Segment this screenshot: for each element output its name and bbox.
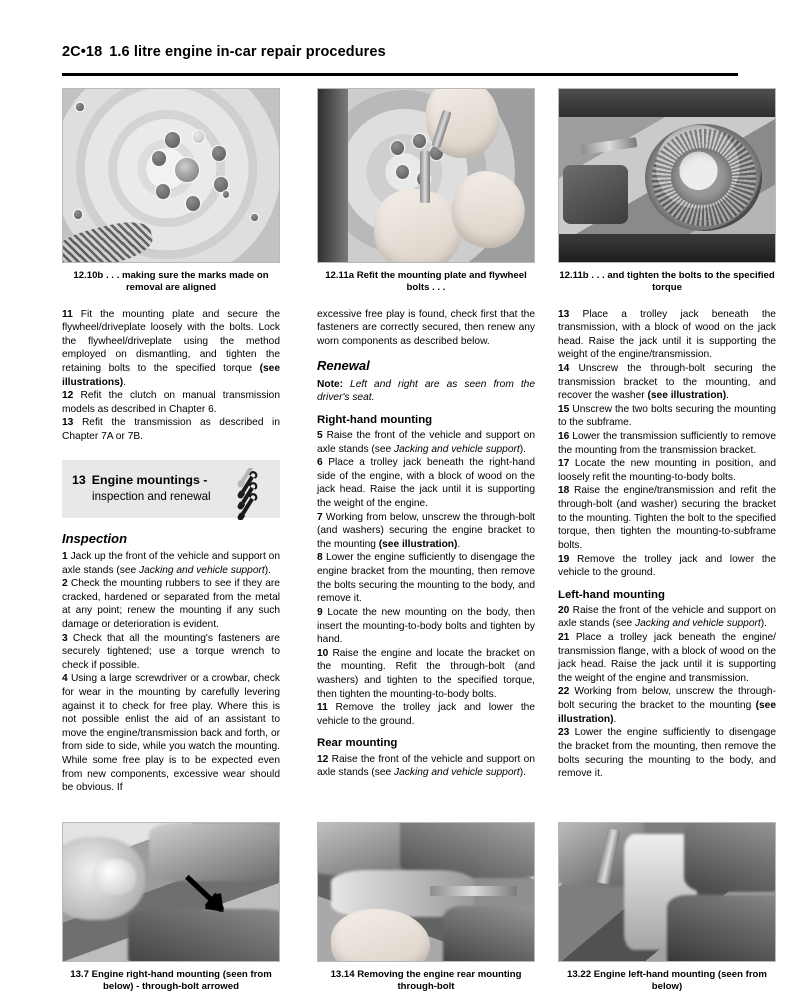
step-number: 14 bbox=[558, 362, 570, 374]
step-21 bbox=[558, 631, 776, 685]
heading-left-hand-mounting: Left-hand mounting bbox=[558, 588, 665, 601]
figure-caption-text: Engine right-hand mounting (seen from below) - through-bolt arrowed bbox=[91, 969, 272, 993]
step-tail: . bbox=[123, 376, 126, 388]
cross-reference: Jacking and vehicle support bbox=[635, 618, 761, 630]
photo-engine-right-hand-mounting bbox=[62, 822, 280, 962]
step-number: 16 bbox=[558, 431, 570, 443]
inspection-step-1 bbox=[62, 550, 280, 577]
figure-12-10b bbox=[62, 88, 280, 295]
step-text: Working from below, unscrew the through-bolt (and washers) securing the engine bracket to the mounting bbox=[317, 511, 535, 550]
cross-reference: Jacking and vehicle support bbox=[394, 767, 520, 779]
step-tail: ). bbox=[264, 564, 271, 576]
column-one-body bbox=[62, 308, 280, 444]
step-text: Raise the front of the vehicle and support on axle stands (see bbox=[317, 429, 535, 455]
inspection-step-2 bbox=[62, 577, 280, 631]
section-heading-engine-mountings bbox=[62, 460, 280, 518]
section-title: Engine mountings - bbox=[91, 472, 208, 487]
step-text: Check the mounting rubbers to see if they are cracked, hardened or separated from the metal at any point; renew the mounting if any such damage or deterioration is evident. bbox=[62, 578, 280, 630]
step-5 bbox=[317, 429, 535, 456]
figure-number: 13.14 bbox=[330, 969, 355, 980]
caption-13-22 bbox=[558, 969, 776, 994]
step-illustration-ref: (see illustration) bbox=[558, 700, 776, 725]
step-6 bbox=[317, 456, 535, 510]
step-text: Lower the transmission sufficiently to remove the mounting from the transmission bracket. bbox=[558, 431, 776, 456]
step-number: 23 bbox=[558, 727, 570, 739]
step-18 bbox=[558, 484, 776, 552]
caption-12-11a bbox=[317, 270, 535, 295]
caption-13-14 bbox=[317, 969, 535, 994]
caption-12-11b bbox=[558, 270, 776, 295]
note-text: Left and right are as seen from the driver's seat. bbox=[317, 378, 535, 404]
step-number: 21 bbox=[558, 632, 570, 644]
rear-mounting-body bbox=[317, 753, 535, 780]
step-text: Place a trolley jack beneath the transmission, with a block of wood on the jack head. Raise the jack until it is supporting the weight of the engine/transmission. bbox=[558, 308, 776, 361]
step-22 bbox=[558, 685, 776, 726]
step-illustration-ref: (see illustrations) bbox=[62, 362, 280, 388]
step-number: 3 bbox=[62, 632, 68, 644]
continuation-paragraph: excessive free play is found, check first that the fasteners are correctly secured, then renew any worn components as described below. bbox=[317, 308, 535, 347]
step-text: Remove the trolley jack and lower the vehicle to the ground. bbox=[558, 553, 776, 579]
page-reference: 2C•18 bbox=[62, 44, 103, 60]
figure-13-14 bbox=[317, 822, 535, 994]
step-text: Refit the transmission as described in Chapter 7A or 7B. bbox=[62, 417, 280, 443]
photo-engine-left-hand-mounting bbox=[558, 822, 776, 962]
photo-removing-rear-mounting-through-bolt bbox=[317, 822, 535, 962]
figure-13-7 bbox=[62, 822, 280, 994]
step-number: 18 bbox=[558, 485, 570, 497]
step-14 bbox=[558, 362, 776, 403]
step-tail: ). bbox=[519, 443, 526, 455]
step-text: Raise the front of the vehicle and support on axle stands (see bbox=[558, 604, 776, 630]
step-9 bbox=[317, 606, 535, 647]
step-number: 4 bbox=[62, 673, 68, 685]
step-number: 8 bbox=[317, 552, 323, 564]
section-subtitle: inspection and renewal bbox=[92, 489, 211, 503]
step-number: 2 bbox=[62, 578, 68, 590]
step-text: Fit the mounting plate and secure the flywheel/driveplate loosely with the bolts. Lock the flywheel/driveplate using the method employed on dismantling, and tighten the retaining bolts to the specified torque bbox=[62, 308, 280, 374]
step-illustration-ref: (see illustration) bbox=[647, 390, 727, 402]
step-15 bbox=[558, 403, 776, 430]
page-header bbox=[62, 44, 738, 60]
step-number: 12 bbox=[62, 390, 74, 402]
step-text: Check that all the mounting's fasteners are securely tightened; use a torque wrench to check if possible. bbox=[62, 632, 280, 671]
page-title: 1.6 litre engine in-car repair procedures bbox=[109, 44, 386, 60]
note-paragraph bbox=[317, 378, 535, 405]
column-two-body bbox=[317, 308, 535, 349]
step-number: 7 bbox=[317, 511, 323, 523]
step-text: Remove the trolley jack and lower the vehicle to the ground. bbox=[317, 702, 535, 727]
step-number: 19 bbox=[558, 553, 570, 565]
figure-number: 12.10b bbox=[73, 270, 104, 281]
photo-refit-mounting-plate bbox=[317, 88, 535, 263]
step-number: 1 bbox=[62, 550, 68, 562]
through-bolt-arrow-icon bbox=[175, 875, 248, 919]
column-three bbox=[558, 88, 776, 781]
left-hand-mounting-body bbox=[558, 604, 776, 781]
figure-caption-text: Removing the engine rear mounting through-bolt bbox=[357, 969, 522, 993]
step-tail: ). bbox=[760, 618, 767, 630]
step-tail: . bbox=[726, 390, 729, 402]
step-11-c2 bbox=[317, 701, 535, 728]
step-10 bbox=[317, 647, 535, 701]
heading-renewal: Renewal bbox=[317, 358, 370, 374]
column-two bbox=[317, 88, 535, 780]
step-text: Using a large screwdriver or a crowbar, check for wear in the mounting by carefully levering against it to check for free play. Where this is not possible enlist the aid of an assistant to move the engine/transmission back and forth, or from side to side, while you watch the mounting. While some free play is to be expected even from new components, excessive wear should be obvious. If bbox=[62, 673, 280, 794]
figure-number: 13.22 bbox=[567, 969, 592, 980]
step-text: Jack up the front of the vehicle and support on axle stands (see bbox=[62, 550, 280, 576]
step-13-c3 bbox=[558, 308, 776, 362]
step-17 bbox=[558, 457, 776, 484]
step-12 bbox=[62, 389, 280, 416]
step-text: Unscrew the through-bolt securing the transmission bracket to the mounting, and recover the washer bbox=[558, 362, 776, 402]
step-text: Raise the engine/transmission and refit the through-bolt (and washer) securing the bracket to the mounting. Tighten the bolt to the specified torque, then tighten the mounting-to-subframe bolts. bbox=[558, 485, 776, 551]
heading-rear-mounting: Rear mounting bbox=[317, 737, 398, 750]
step-text: Raise the engine and locate the bracket on the mounting. Refit the through-bolt (and washers) and tighten to the specified torque, then tighten the mounting-to-body bolts. bbox=[317, 647, 535, 700]
header-divider-rule bbox=[62, 73, 738, 76]
figure-caption-text: Refit the mounting plate and flywheel bolts . . . bbox=[356, 270, 527, 294]
step-text: Locate the new mounting on the body, then insert the mounting-to-body bolts and tighten by hand. bbox=[317, 606, 535, 646]
caption-13-7 bbox=[62, 969, 280, 994]
step-13 bbox=[62, 416, 280, 443]
step-number: 11 bbox=[317, 702, 328, 714]
inspection-step-3 bbox=[62, 632, 280, 673]
step-text: Locate the new mounting in position, and loosely refit the mounting-to-body bolts. bbox=[558, 458, 776, 483]
heading-right-hand-mounting: Right-hand mounting bbox=[317, 413, 433, 426]
inspection-body bbox=[62, 550, 280, 795]
spanner-rating-icon bbox=[230, 468, 274, 520]
note-label: Note: bbox=[317, 378, 344, 390]
step-number: 22 bbox=[558, 686, 570, 698]
step-number: 9 bbox=[317, 606, 323, 618]
figure-caption-text: Engine left-hand mounting (seen from below) bbox=[593, 969, 767, 993]
photo-flywheel-alignment-marks bbox=[62, 88, 280, 263]
column-one bbox=[62, 88, 280, 795]
step-tail: ). bbox=[519, 767, 526, 779]
step-23 bbox=[558, 726, 776, 780]
figure-number: 13.7 bbox=[70, 969, 89, 980]
right-hand-mounting-body bbox=[317, 429, 535, 728]
step-number: 12 bbox=[317, 753, 329, 765]
figure-number: 12.11b bbox=[559, 270, 589, 281]
step-20 bbox=[558, 604, 776, 631]
step-tail: . bbox=[613, 713, 617, 725]
step-number: 13 bbox=[558, 308, 570, 320]
heading-inspection: Inspection bbox=[62, 530, 128, 546]
inspection-step-4 bbox=[62, 672, 280, 794]
column-three-body bbox=[558, 308, 776, 580]
figure-number: 12.11a bbox=[325, 270, 355, 281]
step-number: 13 bbox=[62, 417, 74, 429]
step-8 bbox=[317, 551, 535, 605]
step-number: 6 bbox=[317, 457, 323, 469]
photo-tighten-bolts-torque bbox=[558, 88, 776, 263]
step-19 bbox=[558, 553, 776, 580]
cross-reference: Jacking and vehicle support bbox=[139, 564, 265, 576]
figure-12-11b bbox=[558, 88, 776, 295]
step-11 bbox=[62, 308, 280, 390]
step-text: Lower the engine sufficiently to disengage the engine bracket from the mounting, then remove the bolts securing the mounting to the body, and remove it. bbox=[317, 552, 535, 605]
step-text: Refit the clutch on manual transmission models as described in Chapter 6. bbox=[62, 390, 280, 415]
step-7 bbox=[317, 511, 535, 552]
renewal-note bbox=[317, 378, 535, 405]
step-text: Place a trolley jack beneath the engine/ transmission flange, with a block of wood on the jack head. Raise the jack until it is supporting the weight of the engine and transmission. bbox=[558, 632, 776, 684]
step-text: Lower the engine sufficiently to disengage the bracket from the mounting, then remove the bolts securing the mounting to the body, and remove it. bbox=[558, 727, 776, 780]
figure-caption-text: . . . making sure the marks made on removal are aligned bbox=[105, 270, 269, 294]
step-16 bbox=[558, 430, 776, 457]
step-text: Working from below, unscrew the through-bolt securing the bracket to the mounting bbox=[558, 686, 776, 712]
step-tail: . bbox=[457, 538, 461, 550]
step-number: 5 bbox=[317, 429, 323, 441]
step-number: 20 bbox=[558, 604, 570, 616]
figure-12-11a bbox=[317, 88, 535, 295]
figure-13-22 bbox=[558, 822, 776, 994]
figure-caption-text: . . . and tighten the bolts to the specified torque bbox=[591, 270, 775, 294]
step-illustration-ref: (see illustration) bbox=[378, 538, 458, 550]
step-12-c2 bbox=[317, 753, 535, 780]
step-number: 15 bbox=[558, 403, 570, 415]
step-number: 10 bbox=[317, 647, 329, 659]
section-number: 13 bbox=[72, 472, 86, 487]
step-text: Unscrew the two bolts securing the mounting to the subframe. bbox=[558, 403, 776, 429]
caption-12-10b bbox=[62, 270, 280, 295]
step-text: Place a trolley jack beneath the right-hand side of the engine, with a block of wood on the jack head. Raise the jack until it is supporting the weight of the engine. bbox=[317, 457, 535, 510]
cross-reference: Jacking and vehicle support bbox=[394, 443, 520, 455]
step-text: Raise the front of the vehicle and support on axle stands (see bbox=[317, 753, 535, 779]
step-number: 11 bbox=[62, 308, 73, 320]
step-number: 17 bbox=[558, 458, 570, 470]
